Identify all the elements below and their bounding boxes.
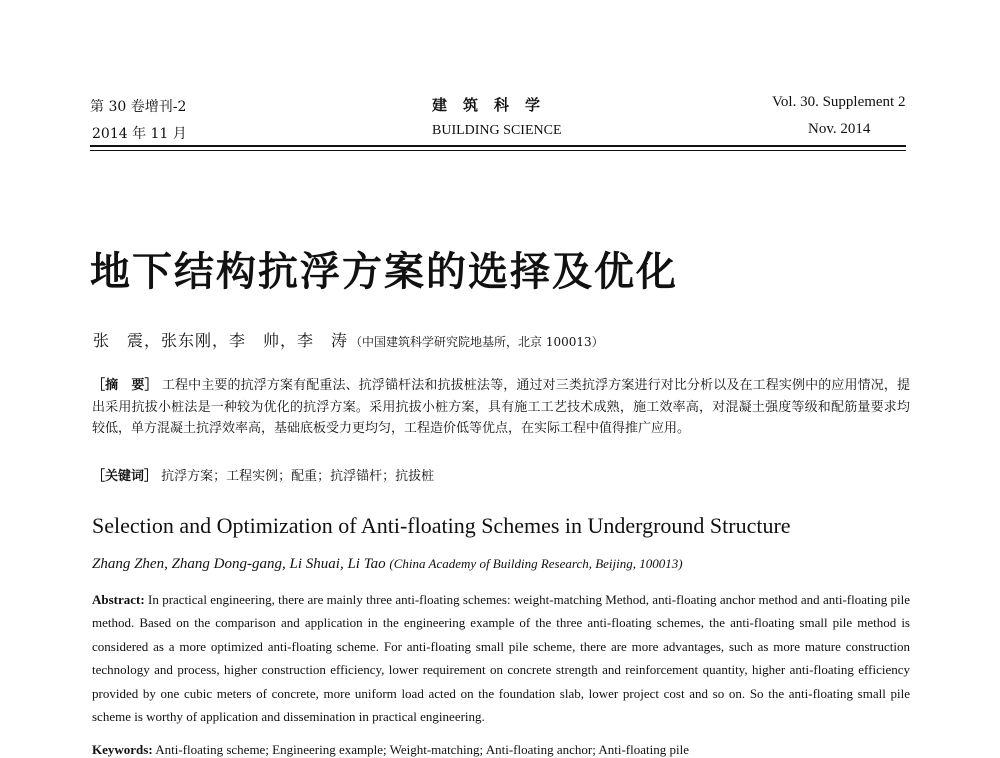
abstract-cn-text: 工程中主要的抗浮方案有配重法、抗浮锚杆法和抗拔桩法等，通过对三类抗浮方案进行对比分析以及在工程实例中的应用情况，提出采用抗拔小桩法是一种较为优化的抗浮方案。采用抗拔小桩方案，具有施工工艺技术成熟，施工效率高，对混凝土强度等级和配筋量要求均较低，单方混凝土抗浮效率高，基础底板受力更均匀，工程造价低等优点，在实际工程中值得推广应用。 <box>92 378 910 436</box>
affiliation-cn: （中国建筑科学研究院地基所，北京 100013） <box>350 335 604 349</box>
header-divider-thin <box>90 150 906 151</box>
title-en: Selection and Optimization of Anti-floating Schemes in Underground Structure <box>92 513 791 538</box>
author-names-cn: 张 震，张东刚，李 帅，李 涛 <box>93 331 349 350</box>
authors-cn <box>93 328 604 351</box>
authors-en <box>92 556 683 573</box>
keywords-en-label: Keywords: <box>92 742 153 757</box>
keywords-cn <box>92 465 434 484</box>
affiliation-en: (China Academy of Building Research, Beijing, 100013) <box>389 556 683 571</box>
page-title: 地下结构抗浮方案的选择及优化 <box>90 249 678 295</box>
date-label-en: Nov. 2014 <box>808 121 871 137</box>
header-divider <box>90 145 906 147</box>
date-label-cn: 2014 年 11 月 <box>92 126 187 142</box>
abstract-cn-label: ［摘 要］ <box>92 378 158 393</box>
keywords-en <box>92 742 689 758</box>
keywords-cn-text: 抗浮方案；工程实例；配重；抗浮锚杆；抗拔桩 <box>161 469 435 484</box>
issue-label: 第 30 卷增刊-2 <box>90 99 187 115</box>
journal-name-en: BUILDING SCIENCE <box>432 123 562 138</box>
abstract-cn <box>92 375 910 440</box>
volume-label: Vol. 30. Supplement 2 <box>772 94 906 110</box>
keywords-en-text: Anti-floating scheme; Engineering example; Weight-matching; Anti-floating anchor; Anti-floating pile <box>155 742 689 757</box>
abstract-en-label: Abstract: <box>92 592 145 607</box>
author-names-en: Zhang Zhen, Zhang Dong-gang, Li Shuai, Li Tao <box>92 556 386 572</box>
keywords-cn-label: ［关键词］ <box>92 469 158 484</box>
journal-name-cn: 建筑科学 <box>432 96 557 114</box>
abstract-en <box>92 588 910 728</box>
abstract-en-text: In practical engineering, there are mainly three anti-floating schemes: weight-matching Method, anti-floating anchor method and anti-floating pile method. Based on the comparison and application in the engineering example of the three anti-floating schemes, the anti-floating small pile method is considered as a more optimized anti-floating scheme. For anti-floating small pile scheme, there are more advantages, such as more mature construction technology and process, higher construction efficiency, lower requirement on concrete strength and reinforcement quantity, higher anti-floating efficiency provided by one cubic meters of concrete, more uniform load acted on the foundation slab, lower project cost and so on. So the anti-floating small pile scheme is worthy of application and dissemination in practical engineering. <box>92 592 911 725</box>
